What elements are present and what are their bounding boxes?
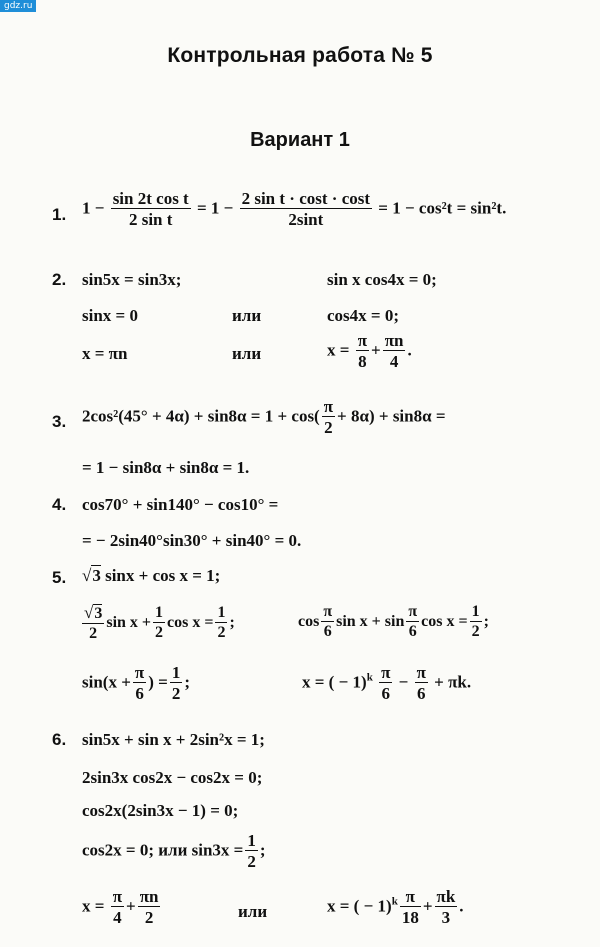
p5-l3-f1-num: π [134, 663, 145, 682]
p3-fraction [322, 398, 335, 437]
p6-l5-f3 [400, 888, 421, 927]
p5-f5-den: 6 [406, 621, 419, 641]
p4-line2: = − 2sin40°sin30° + sin40° = 0. [82, 531, 302, 550]
p5-l3-d: x = ( − 1) [302, 672, 367, 692]
p3-line2: = 1 − sin8α + sin8α = 1. [82, 458, 250, 477]
p6-line3: cos2x(2sin3x − 1) = 0; [82, 801, 239, 820]
p5-l3-f4-den: 6 [415, 682, 428, 703]
p1-f1-den: 2 sin t [111, 208, 191, 229]
p5-l2-a: sin x + [106, 613, 152, 631]
p5-line2-right [298, 604, 489, 641]
p5-l2-f: cos x = [421, 612, 468, 630]
p6-l5-dot: . [459, 896, 464, 916]
p5-line1 [82, 566, 220, 586]
p6-l5-k: k [391, 895, 398, 908]
p2-f2-num: πn [384, 331, 404, 350]
p6-l5-a: x = [82, 896, 105, 916]
p4-line1: cos70° + sin140° − cos10° = [82, 495, 279, 514]
p2-line2b: или [232, 306, 262, 325]
p1-f2-num: 2 sin t · cost · cost [241, 189, 371, 208]
p5-l3-f2 [170, 664, 183, 703]
problem-5-number: 5. [52, 568, 67, 587]
p5-f2-den: 2 [155, 623, 164, 641]
p1-fraction-1 [111, 190, 191, 229]
p6-l4-a: cos2x = 0; или sin3x = [82, 840, 244, 860]
sqrt-sign: √ [82, 566, 92, 585]
p1-one: 1 − [82, 198, 105, 218]
p2-plus: + [371, 340, 381, 360]
p6-line5-right [327, 888, 464, 927]
p6-l5-f1-den: 4 [111, 906, 124, 927]
p5-l3-e: − [398, 672, 409, 692]
p5-line3 [82, 664, 190, 703]
p5-l3-c: ; [184, 672, 191, 692]
p5-l3-k: k [366, 671, 373, 684]
p5-f3 [215, 605, 227, 642]
p5-f4-den: 6 [321, 621, 334, 641]
problem-1-line [82, 190, 506, 229]
p5-f1-den: 2 [82, 623, 104, 643]
p5-l3-f2-den: 2 [171, 683, 181, 703]
p2-dot: . [407, 340, 412, 360]
p3-part-a: 2cos²(45° + 4α) + sin8α = 1 + cos( [82, 406, 320, 426]
p2-line1b: sin x cos4x = 0; [327, 270, 437, 289]
p1-f1-num: sin 2t cos t [112, 189, 189, 208]
p3-part-b: + 8α) + sin8α = [337, 406, 446, 426]
problem-3-number: 3. [52, 412, 67, 431]
p5-f3-num: 1 [217, 604, 226, 621]
p2-fraction-1 [356, 332, 369, 371]
p6-l4-frac [245, 832, 258, 871]
p6-l5-b: x = ( − 1) [327, 896, 392, 916]
p6-l5-f1-num: π [112, 887, 123, 906]
p1-f2-den: 2sint [240, 208, 372, 229]
p6-l5-plus: + [126, 896, 136, 916]
p5-f3-den: 2 [217, 623, 226, 641]
p6-l5-or: или [238, 902, 268, 921]
problem-1-number: 1. [52, 205, 67, 224]
p6-l5-f2-den: 2 [138, 906, 161, 927]
p6-l5-f4 [435, 888, 458, 927]
p1-rest: = 1 − cos²t = sin²t. [378, 198, 507, 218]
p5-l2-g: ; [483, 612, 489, 630]
p5-l3-f4 [415, 664, 428, 703]
p5-l2-c: ; [229, 613, 235, 631]
p6-l5-f3-num: π [405, 887, 415, 906]
p5-l3-f1-den: 6 [133, 682, 146, 703]
p6-l4-b: ; [259, 840, 266, 860]
p5-l3-f2-num: 1 [171, 663, 181, 682]
problem-6-number: 6. [52, 730, 67, 749]
p5-l2-b: cos x = [167, 613, 214, 631]
p2-line2a: sinx = 0 [82, 306, 138, 325]
p5-f1-sqrt: 3 [94, 605, 103, 622]
p5-l2-d: cos [298, 612, 320, 630]
p6-l5-f4-den: 3 [435, 906, 458, 927]
p6-line1: sin5x + sin x + 2sin²x = 1; [82, 730, 265, 749]
p2-line2c: cos4x = 0; [327, 306, 400, 325]
p6-l5-f4-num: πk [436, 887, 456, 906]
p2-line3c [327, 332, 412, 371]
p5-l3-f4-num: π [416, 663, 426, 682]
problem-2-number: 2. [52, 270, 67, 289]
p3-f-num: π [323, 397, 334, 416]
p6-line2: 2sin3x cos2x − cos2x = 0; [82, 768, 263, 787]
p5-f5-num: π [408, 603, 418, 620]
p5-f6-den: 2 [471, 622, 480, 640]
p6-l5-f2 [138, 888, 161, 927]
p5-f4 [321, 604, 334, 641]
p6-l4-num: 1 [247, 831, 256, 850]
p5-f6-num: 1 [471, 603, 480, 620]
p5-l1-text: sinx + cos x = 1; [105, 566, 221, 585]
p5-f5 [406, 604, 419, 641]
p6-line4 [82, 832, 266, 871]
p5-l3-f: + πk. [434, 672, 472, 692]
p5-f1-num: √3 [84, 603, 103, 622]
p5-line2 [80, 604, 235, 643]
p3-f-den: 2 [322, 416, 335, 437]
p5-l3-b: ) = [148, 672, 168, 692]
p6-l5-f1 [111, 888, 124, 927]
p2-f1-num: π [357, 331, 368, 350]
p5-l3-f1 [133, 664, 146, 703]
p5-l3-f3-num: π [381, 663, 391, 682]
p5-l3-a: sin(x + [82, 672, 131, 692]
page-title: Контрольная работа № 5 [167, 44, 433, 67]
p2-fraction-2 [383, 332, 406, 371]
p5-f4-num: π [323, 603, 333, 620]
p2-x-eq: x = [327, 340, 350, 360]
p2-f2-den: 4 [383, 350, 406, 371]
p5-sqrt3: 3 [92, 566, 101, 585]
p3-line1 [82, 398, 446, 437]
p2-line3b: или [232, 344, 262, 363]
p5-l3-f3 [379, 664, 392, 703]
p6-l5-f3-den: 18 [401, 907, 419, 927]
p6-l5-f2-num: πn [139, 887, 159, 906]
p5-f2-num: 1 [155, 604, 164, 621]
watermark: gdz.ru [0, 0, 36, 12]
p6-l5-plus2: + [422, 896, 433, 916]
p5-f1 [82, 604, 104, 643]
p1-eq: = 1 − [196, 198, 234, 218]
p6-l4-den: 2 [247, 851, 256, 871]
p2-line1a: sin5x = sin3x; [82, 270, 182, 289]
p2-f1-den: 8 [356, 350, 369, 371]
p5-l2-e: sin x + sin [336, 612, 405, 630]
p6-line5-left [82, 888, 162, 927]
variant-heading: Вариант 1 [250, 129, 350, 151]
p1-fraction-2 [240, 190, 372, 229]
p2-line3a: x = πn [82, 344, 128, 363]
problem-4-number: 4. [52, 495, 67, 514]
p5-line3-right [302, 664, 471, 703]
p5-f2 [153, 605, 165, 642]
p5-l3-f3-den: 6 [379, 682, 392, 703]
p5-f6 [470, 604, 482, 641]
